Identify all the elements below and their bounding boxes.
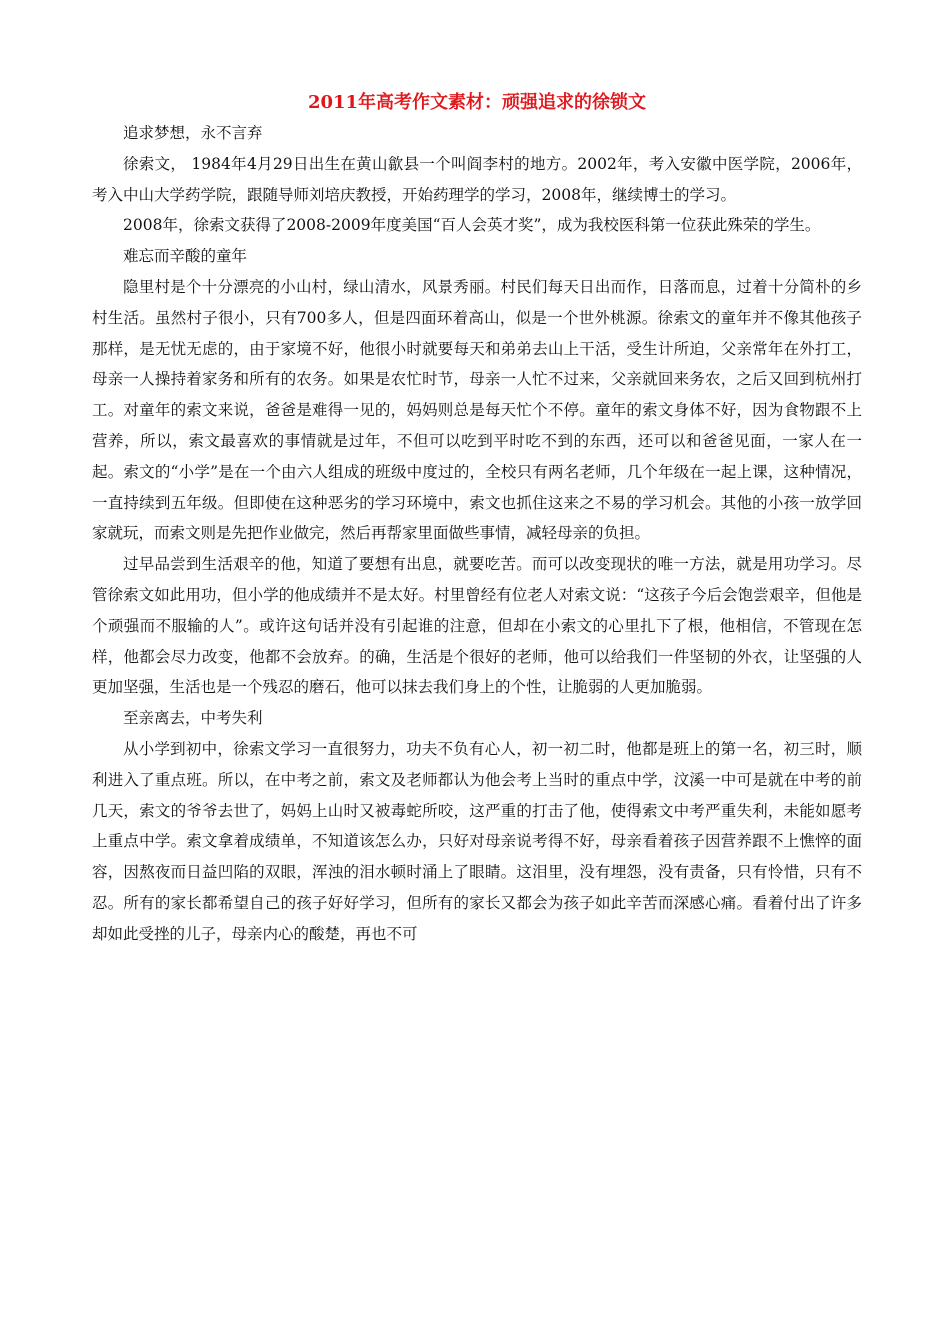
subheading-pursue-dream: 追求梦想，永不言弃 — [123, 124, 263, 142]
paragraph-village-life: 隐里村是个十分漂亮的小山村，绿山清水，风景秀丽。村民们每天日出而作，日落而息，过着十分简朴的乡村生活。虽然村子很小，只有700多人，但是四面环着高山，似是一个世外桃源。徐索文的童年并不像其他孩子那样，是无忧无虑的，由于家境不好，他很小时就要每天和弟弟去山上干活，受生计所迫，父亲常年在外打工，母亲一人操持着家务和所有的农务。如果是农忙时节，母亲一人忙不过来，父亲就回来务农，之后又回到杭州打工。对童年的索文来说，爸爸是难得一见的，妈妈则总是每天忙个不停。童年的索文身体不好，因为食物跟不上营养，所以，索文最喜欢的事情就是过年，不但可以吃到平时吃不到的东西，还可以和爸爸见面，一家人在一起。索文的“小学”是在一个由六人组成的班级中度过的，全校只有两名老师，几个年级在一起上课，这种情况，一直持续到五年级。但即使在这种恶劣的学习环境中，索文也抓住这来之不易的学习机会。其他的小孩一放学回家就玩，而索文则是先把作业做完，然后再帮家里面做些事情，减轻母亲的负担。 — [92, 277, 862, 543]
paragraph-biography: 徐索文， 1984年4月29日出生在黄山歙县一个叫阎李村的地方。2002年，考入安徽中医学院，2006年，考入中山大学药学院，跟随导师刘培庆教授，开始药理学的学习，2008年，继续博士的学习。 — [92, 154, 862, 204]
paragraph-hardship: 过早品尝到生活艰辛的他，知道了要想有出息，就要吃苦。而可以改变现状的唯一方法，就是用功学习。尽管徐索文如此用功，但小学的他成绩并不是太好。村里曾经有位老人对索文说：“这孩子今后会饱尝艰辛，但他是个顽强而不服输的人”。或许这句话并没有引起谁的注意，但却在小索文的心里扎下了根，他相信，不管现在怎样，他都会尽力改变，他都不会放弃。的确，生活是个很好的老师，他可以给我们一件坚韧的外衣，让坚强的人更加坚强，生活也是一个残忍的磨石，他可以抹去我们身上的个性，让脆弱的人更加脆弱。 — [92, 555, 862, 697]
subheading-exam-failure: 至亲离去，中考失利 — [123, 709, 263, 728]
paragraph-middle-school: 从小学到初中，徐索文学习一直很努力，功夫不负有心人，初一初二时，他都是班上的第一名，初三时，顺利进入了重点班。所以，在中考之前，索文及老师都认为他会考上当时的重点中学，汶溪一中可是就在中考的前几天，索文的爷爷去世了，妈妈上山时又被毒蛇所咬，这严重的打击了他，使得索文中考严重失利，未能如愿考上重点中学。索文拿着成绩单，不知道该怎么办，只好对母亲说考得不好，母亲看着孩子因营养跟不上憔悴的面容，因熬夜而日益凹陷的双眼，浑浊的泪水顿时涌上了眼睛。这泪里，没有埋怨，没有责备，只有怜惜，只有不忍。所有的家长都希望自己的孩子好好学习，但所有的家长又都会为孩子如此辛苦而深感心痛。看着付出了许多却如此受挫的儿子，母亲内心的酸楚，再也不可 — [92, 739, 862, 943]
document-page — [92, 88, 862, 950]
subheading-childhood: 难忘而辛酸的童年 — [123, 247, 248, 266]
document-title: 2011年高考作文素材：顽强追求的徐锁文 — [307, 92, 647, 113]
paragraph-award: 2008年，徐索文获得了2008-2009年度美国“百人会英才奖”，成为我校医科第一位获此殊荣的学生。 — [123, 216, 821, 235]
